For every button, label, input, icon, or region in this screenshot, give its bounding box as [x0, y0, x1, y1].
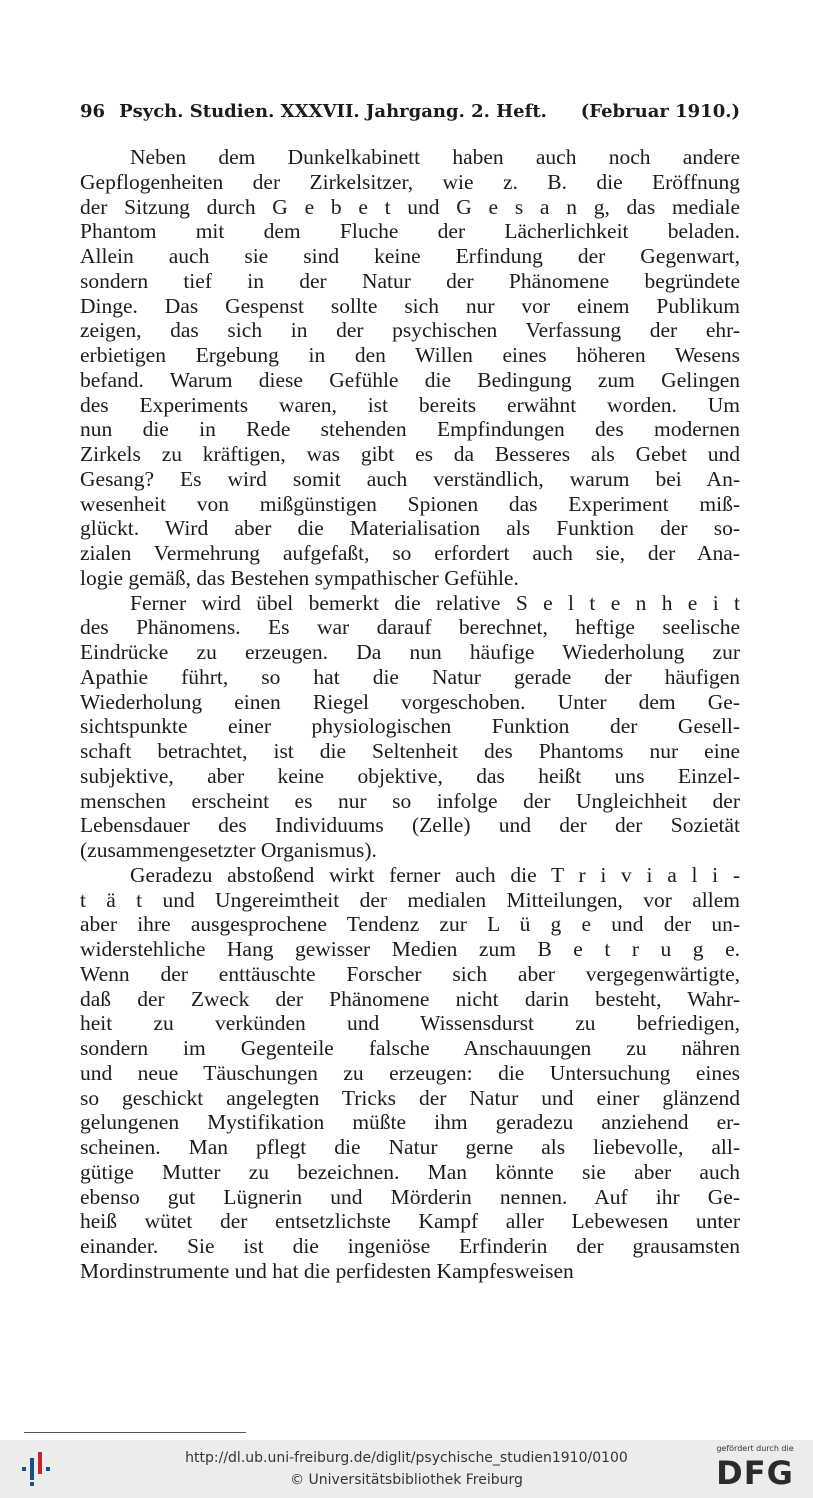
text-line: heit zu verkünden und Wissensdurst zu befriedigen,	[80, 1011, 740, 1036]
text-line: schaft betrachtet, ist die Seltenheit des Phantoms nur eine	[80, 739, 740, 763]
paragraph	[80, 145, 740, 591]
text-line: menschen erscheint es nur so infolge der Ungleichheit der	[80, 788, 740, 813]
text-line: befand. Warum diese Gefühle die Bedingung zum Gelingen	[80, 367, 740, 392]
text-line: aber ihre ausgesprochene Tendenz zur L ü g e und der un-	[80, 912, 740, 937]
text-line: erbietigen Ergebung in den Willen eines höheren Wesens	[80, 343, 740, 367]
text-line: Zirkels zu kräftigen, was gibt es da Besseres als Gebet und	[80, 442, 740, 466]
copyright-notice: © Universitätsbibliothek Freiburg	[290, 1472, 523, 1488]
text-line: Geradezu abstoßend wirkt ferner auch die T r i v i a l i -	[130, 862, 740, 887]
text-line: Wiederholung einen Riegel vorgeschoben. Unter dem Ge-	[80, 689, 740, 714]
paragraph	[80, 591, 740, 863]
issue-date: (Februar 1910.)	[580, 101, 740, 122]
text-line: Phantom mit dem Fluche der Lächerlichkeit beladen.	[80, 219, 740, 244]
text-line: ebenso gut Lügnerin und Mörderin nennen. Auf ihr Ge-	[80, 1184, 740, 1209]
text-line: daß der Zweck der Phänomene nicht darin besteht, Wahr-	[80, 986, 740, 1011]
footnote-rule	[24, 1432, 246, 1433]
text-line: einander. Sie ist die ingeniöse Erfinderin der grausamsten	[80, 1234, 740, 1258]
text-line: Dinge. Das Gespenst sollte sich nur vor einem Publikum	[80, 293, 740, 318]
text-line: Apathie führt, so hat die Natur gerade der häufigen	[80, 664, 740, 689]
text-line: gelungenen Mystifikation müßte ihm geradezu anziehend er-	[80, 1110, 740, 1135]
text-line: widerstehliche Hang gewisser Medien zum B e t r u g e.	[80, 937, 740, 961]
text-line: nun die in Rede stehenden Empfindungen des modernen	[80, 417, 740, 442]
text-line: der Sitzung durch G e b e t und G e s a n g, das mediale	[80, 194, 740, 219]
body-text	[80, 145, 740, 1284]
text-line: Gepflogenheiten der Zirkelsitzer, wie z. B. die Eröffnung	[80, 169, 740, 194]
text-line: t ä t und Ungereimtheit der medialen Mitteilungen, vor allem	[80, 887, 740, 912]
text-line: heiß wütet der entsetzlichste Kampf aller Lebewesen unter	[80, 1209, 740, 1234]
paragraph	[80, 863, 740, 1284]
text-line: des Phänomens. Es war darauf berechnet, heftige seelische	[80, 615, 740, 640]
text-line: Ferner wird übel bemerkt die relative S e l t e n h e i t	[130, 590, 740, 615]
text-line: so geschickt angelegten Tricks der Natur und einer glänzend	[80, 1085, 740, 1110]
journal-title: Psych. Studien. XXXVII. Jahrgang. 2. Heft.	[119, 101, 547, 122]
text-line: sondern im Gegenteile falsche Anschauungen zu nähren	[80, 1036, 740, 1060]
dfg-caption: gefördert durch die	[716, 1444, 794, 1453]
footer-bar	[0, 1440, 813, 1498]
text-line: Gesang? Es wird somit auch verständlich, warum bei An-	[80, 466, 740, 491]
text-line: sondern tief in der Natur der Phänomene begründete	[80, 268, 740, 293]
page-number: 96	[80, 101, 106, 122]
text-line: scheinen. Man pflegt die Natur gerne als liebevolle, all-	[80, 1135, 740, 1159]
source-url[interactable]: http://dl.ub.uni-freiburg.de/diglit/psychische_studien1910/0100	[185, 1450, 628, 1466]
dfg-logo-icon: DFG	[716, 1454, 794, 1492]
text-line: glückt. Wird aber die Materialisation als Funktion der so-	[80, 516, 740, 541]
text-line: Neben dem Dunkelkabinett haben auch noch andere	[130, 145, 740, 169]
text-line: Allein auch sie sind keine Erfindung der Gegenwart,	[80, 244, 740, 268]
text-line: zeigen, das sich in der psychischen Verfassung der ehr-	[80, 318, 740, 343]
text-line: Lebensdauer des Individuums (Zelle) und der der Sozietät	[80, 813, 740, 838]
text-line: sichtspunkte einer physiologischen Funktion der Gesell-	[80, 714, 740, 739]
text-line: gütige Mutter zu bezeichnen. Man könnte sie aber auch	[80, 1159, 740, 1184]
text-line: subjektive, aber keine objektive, das heißt uns Einzel-	[80, 763, 740, 788]
text-line: des Experiments waren, ist bereits erwähnt worden. Um	[80, 392, 740, 417]
text-line: Wenn der enttäuschte Forscher sich aber vergegenwärtigte,	[80, 961, 740, 986]
text-line: und neue Täuschungen zu erzeugen: die Untersuchung eines	[80, 1060, 740, 1085]
text-line: zialen Vermehrung aufgefaßt, so erfordert auch sie, der Ana-	[80, 541, 740, 565]
text-line: logie gemäß, das Bestehen sympathischer Gefühle.	[80, 565, 519, 590]
text-line: (zusammengesetzter Organismus).	[80, 838, 377, 862]
text-line: wesenheit von mißgünstigen Spionen das Experiment miß-	[80, 491, 740, 516]
text-line: Eindrücke zu erzeugen. Da nun häufige Wiederholung zur	[80, 640, 740, 664]
running-header	[80, 100, 740, 124]
text-line: Mordinstrumente und hat die perfidesten Kampfesweisen	[80, 1258, 574, 1283]
